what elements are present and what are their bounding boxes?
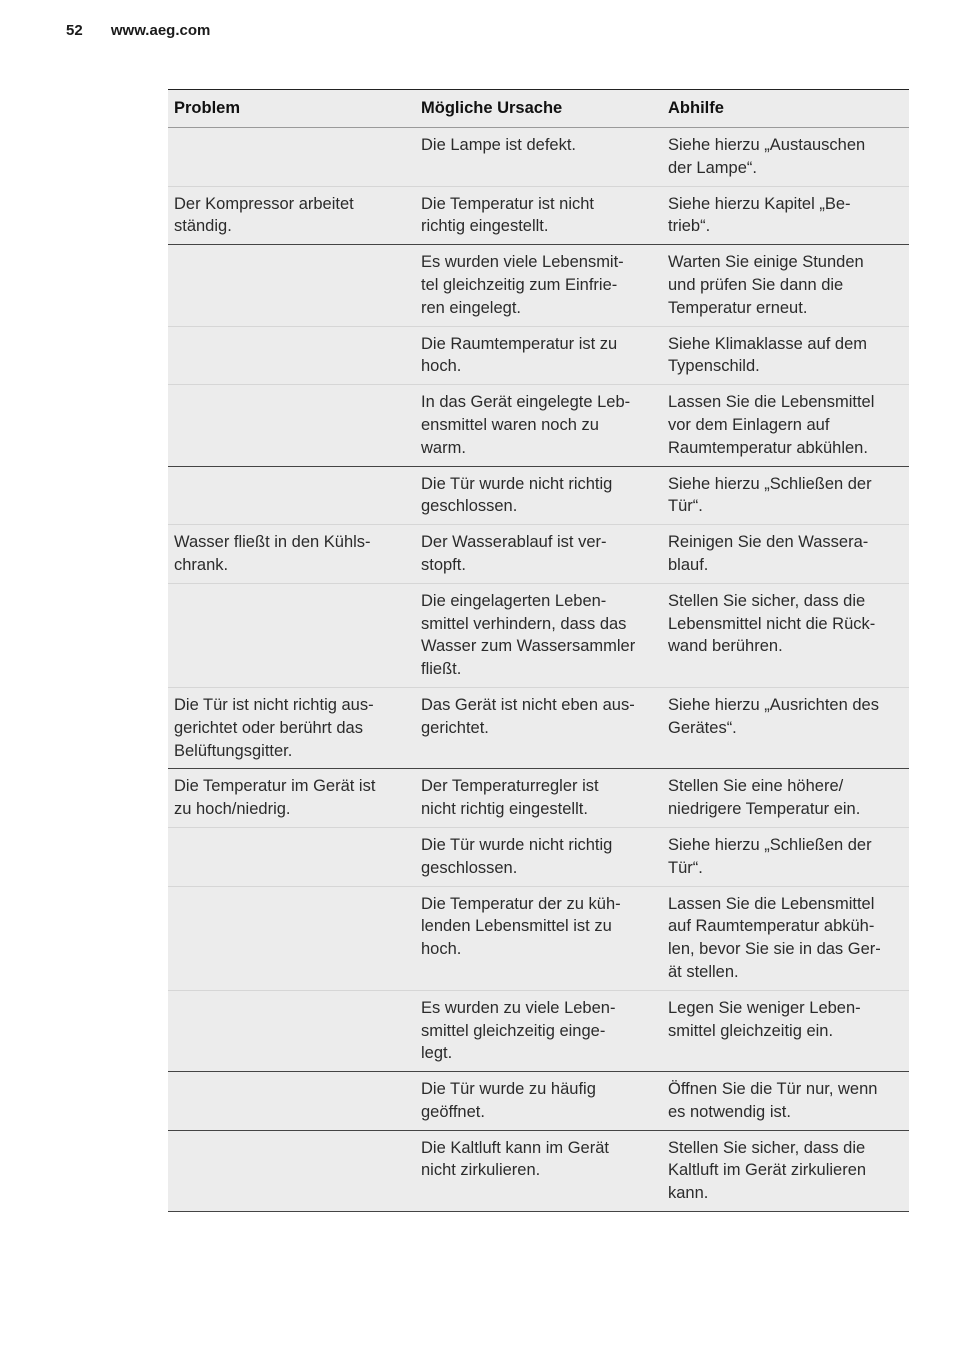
cause-cell: Die Kaltluft kann im Gerät nicht zirkulieren.	[421, 1138, 609, 1180]
cause-cell: Die Lampe ist defekt.	[421, 136, 576, 154]
remedy-cell: Stellen Sie eine höhere/ niedrigere Temperatur ein.	[668, 777, 861, 819]
remedy-cell: Lassen Sie die Lebensmittel auf Raumtemperatur abküh- len, bevor Sie sie in das Ger- ät stellen.	[668, 894, 881, 981]
table-row	[168, 467, 909, 526]
problem-cell	[168, 991, 415, 1071]
page-number: 52	[66, 22, 83, 39]
cause-cell: Der Temperaturregler ist nicht richtig eingestellt.	[421, 777, 599, 819]
remedy-cell: Stellen Sie sicher, dass die Lebensmittel nicht die Rück- wand berühren.	[668, 591, 876, 656]
cause-cell: Der Wasserablauf ist ver- stopft.	[421, 533, 607, 574]
problem-cell	[168, 584, 415, 687]
table-row	[168, 991, 909, 1072]
table-row	[168, 1072, 909, 1131]
table-row	[168, 525, 909, 584]
remedy-cell: Reinigen Sie den Wassera- blauf.	[668, 533, 869, 574]
column-header-problem: Problem	[174, 99, 241, 118]
cause-cell: Die Tür wurde nicht richtig geschlossen.	[421, 474, 613, 516]
problem-cell: Wasser fließt in den Kühls- chrank.	[174, 533, 371, 574]
remedy-cell: Warten Sie einige Stunden und prüfen Sie dann die Temperatur erneut.	[668, 253, 864, 317]
table-row	[168, 769, 909, 828]
remedy-cell: Stellen Sie sicher, dass die Kaltluft im Gerät zirkulieren kann.	[668, 1138, 867, 1203]
table-row	[168, 887, 909, 991]
table-row	[168, 688, 909, 769]
problem-cell	[168, 245, 415, 325]
remedy-cell: Siehe hierzu „Schließen der Tür“.	[668, 474, 872, 516]
table-row	[168, 1131, 909, 1212]
table-row	[168, 327, 909, 386]
problem-cell	[168, 385, 415, 465]
remedy-cell: Legen Sie weniger Leben- smittel gleichzeitig ein.	[668, 998, 861, 1040]
problem-cell	[168, 828, 415, 886]
cause-cell: Die Tür wurde zu häufig geöffnet.	[421, 1080, 596, 1121]
page-header	[66, 22, 210, 39]
problem-cell	[168, 467, 415, 525]
column-header-cause: Mögliche Ursache	[421, 99, 563, 118]
remedy-cell: Siehe hierzu „Ausrichten des Gerätes“.	[668, 695, 879, 737]
table-row	[168, 187, 909, 246]
remedy-cell: Siehe Klimaklasse auf dem Typenschild.	[668, 334, 868, 376]
problem-cell	[168, 128, 415, 186]
cause-cell: Die Temperatur der zu küh- lenden Lebensmittel ist zu hoch.	[421, 894, 621, 959]
cause-cell: In das Gerät eingelegte Leb- ensmittel waren noch zu warm.	[421, 393, 631, 457]
remedy-cell: Lassen Sie die Lebensmittel vor dem Einlagern auf Raumtemperatur abkühlen.	[668, 393, 875, 457]
problem-cell: Der Kompressor arbeitet ständig.	[174, 194, 354, 236]
problem-cell	[168, 1131, 415, 1211]
site-url: www.aeg.com	[110, 22, 211, 39]
table-row	[168, 584, 909, 688]
column-header-remedy: Abhilfe	[668, 99, 724, 118]
cause-cell: Die Tür wurde nicht richtig geschlossen.	[421, 835, 613, 877]
table-header-row	[168, 90, 909, 128]
problem-cell	[168, 327, 415, 385]
remedy-cell: Siehe hierzu Kapitel „Be- trieb“.	[668, 194, 851, 236]
table-row	[168, 245, 909, 326]
cause-cell: Es wurden viele Lebensmit- tel gleichzeitig zum Einfrie- ren eingelegt.	[421, 253, 624, 317]
cause-cell: Es wurden zu viele Leben- smittel gleichzeitig einge- legt.	[421, 998, 616, 1063]
remedy-cell: Siehe hierzu „Austauschen der Lampe“.	[668, 136, 866, 177]
troubleshooting-table	[168, 89, 909, 1212]
problem-cell: Die Tür ist nicht richtig aus- gerichtet oder berührt das Belüftungsgitter.	[174, 695, 374, 760]
cause-cell: Die eingelagerten Leben- smittel verhindern, dass das Wasser zum Wassersammler fließt.	[421, 591, 636, 679]
cause-cell: Die Temperatur ist nicht richtig eingestellt.	[421, 194, 595, 236]
table-row	[168, 128, 909, 187]
table-row	[168, 828, 909, 887]
cause-cell: Das Gerät ist nicht eben aus- gerichtet.	[421, 695, 635, 737]
remedy-cell: Öffnen Sie die Tür nur, wenn es notwendig ist.	[668, 1080, 878, 1121]
problem-cell	[168, 1072, 415, 1130]
problem-cell	[168, 887, 415, 990]
table-row	[168, 385, 909, 466]
problem-cell: Die Temperatur im Gerät ist zu hoch/niedrig.	[174, 777, 376, 819]
cause-cell: Die Raumtemperatur ist zu hoch.	[421, 334, 618, 376]
remedy-cell: Siehe hierzu „Schließen der Tür“.	[668, 835, 872, 877]
